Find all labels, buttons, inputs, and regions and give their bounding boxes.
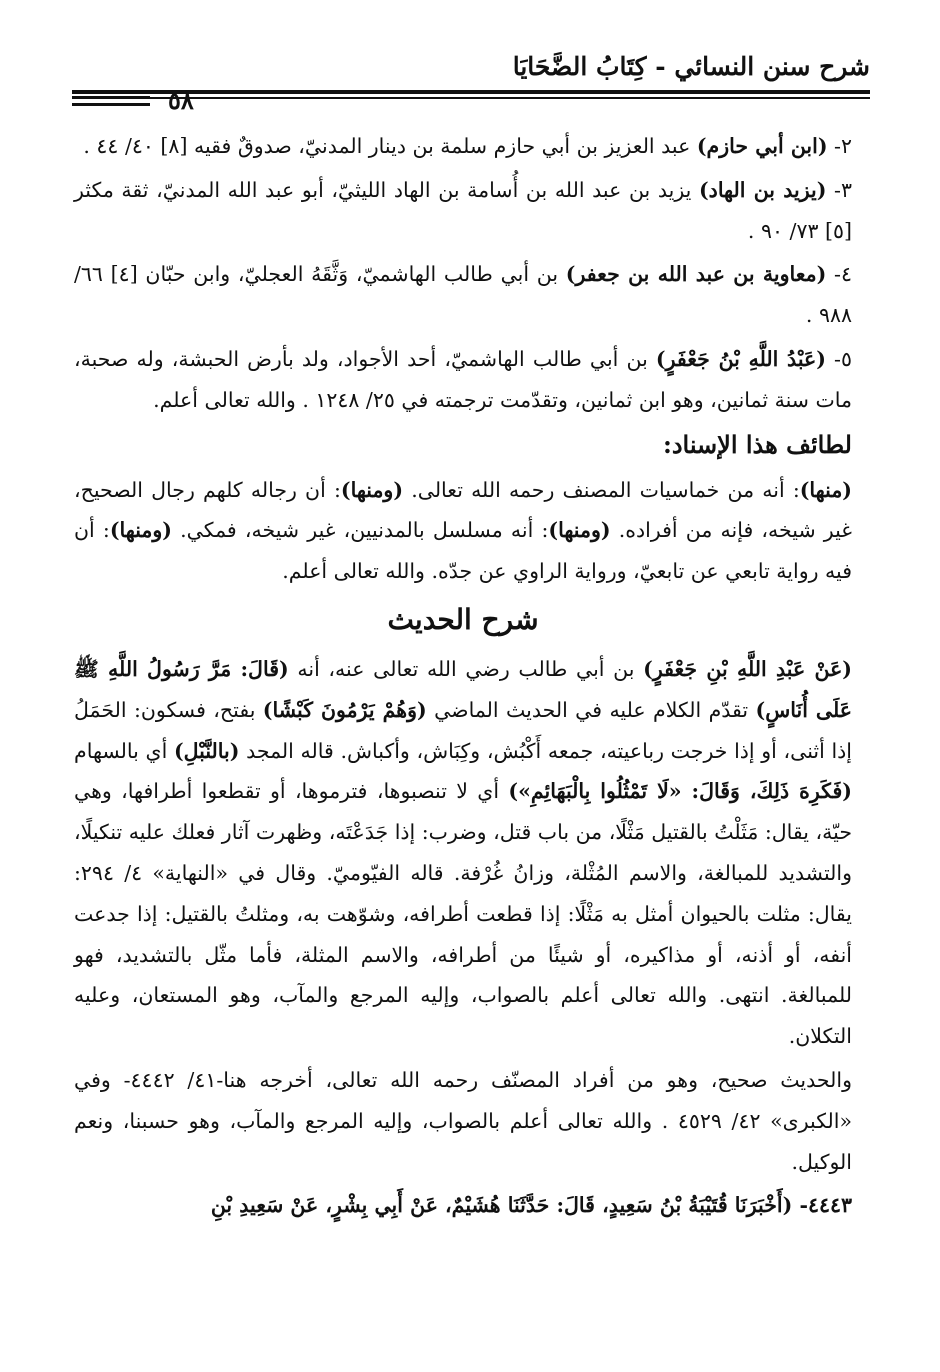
hadith-quote: (وَهُمْ يَرْمُونَ كَبْشًا) <box>262 697 427 722</box>
note-number: ٤- <box>826 262 852 287</box>
narrator-note <box>74 170 852 252</box>
takhrij-paragraph: والحديث صحيح، وهو من أفراد المصنّف رحمه الله تعالى، أخرجه هنا-٤١/ ٤٤٤٢- وفي «الكبرى» ٤٢/ ٤٥٢٩ . والله تعالى أعلم بالصواب، وإليه المرجع والمآب، وهو حسبنا، ونعم الوكيل. <box>74 1067 852 1174</box>
sharh-paragraph: (عَنْ عَبْدِ اللَّهِ بْنِ جَعْفَرٍ) بن أبي طالب رضي الله تعالى عنه، أنه (قَالَ: مَرَّ رَسُولُ اللَّهِ ﷺ عَلَى أُنَاسٍ) تقدّم الكلام عليه في الحديث الماضي (وَهُمْ يَرْمُونَ كَبْشًا) بفتح، فسكون: الحَمَلُ إذا أثنى، أو إذا خرجت رباعيته، جمعه أَكْبُش، وكِبَاش، وأكباش. قاله المجد (بالنَّبْلِ) أي بالسهام (فَكَرِهَ ذَلِكَ، وَقَالَ: «لَا تَمْثُلُوا بِالْبَهَائِمِ») أي لا تنصبوها، فترموها، أو تقطعوا أطرافها، وهي حيّة، يقال: مَثَلْتُ بالقتيل مَثْلًا، من باب قتل، وضرب: إذا جَدَعْتَه، وظهرت آثار فعلك عليه تنكيلًا، والتشديد للمبالغة، والاسم المُثْلة، وزانُ غُرْفة. قاله الفيّوميّ. وقال في «النهاية» ٤/ ٢٩٤: يقال: مثلت بالحيوان أمثل به مَثْلًا: إذا قطعت أطرافه، وشوّهت به، ومثلتُ بالقتيل: إذا جدعت أنفه، أو أذنه، أو مذاكيره، أو شيئًا من أطرافه، والاسم المثلة، فأما مثّل بالتشديد، فهو للمبالغة. انتهى. والله تعالى أعلم بالصواب، وإليه المرجع والمآب، وهو المستعان، وعليه التكلان. <box>74 656 853 1049</box>
note-text: بن أبي طالب الهاشميّ، أحد الأجواد، ولد بأرض الحبشة، وله صحبة، مات سنة ثمانين، وهو ابن ثمانين، وتقدّمت ترجمته في ٢٥/ ١٢٤٨ . والله تعالى أعلم. <box>74 346 852 412</box>
hadith-quote: (عَنْ عَبْدِ اللَّهِ بْنِ جَعْفَرٍ) <box>643 656 852 681</box>
narrator-name: (ابن أبي حازم) <box>696 134 828 158</box>
bold-term: (منها) <box>799 477 852 502</box>
note-number: ٢- <box>827 134 852 158</box>
page-body <box>74 126 852 1229</box>
narrator-name: (عَبْدُ اللَّهِ بْنُ جَعْفَرٍ) <box>655 346 826 371</box>
section-heading-lataif: لطائف هذا الإسناد: <box>662 429 852 459</box>
page-number-row <box>72 88 272 118</box>
bold-term: (ومنها) <box>548 518 611 543</box>
narrator-name: (يزيد بن الهاد) <box>698 177 827 202</box>
narrator-name: (معاوية بن عبد الله بن جعفر) <box>565 262 827 287</box>
note-number: ٣- <box>826 177 852 202</box>
narrator-note <box>74 254 852 336</box>
narrator-note <box>74 339 852 421</box>
note-text: عبد العزيز بن أبي حازم سلمة بن دينار المدنيّ، صدوقٌ فقيه [٨] ٤٠/ ٤٤ . <box>83 134 697 158</box>
note-number: ٥- <box>825 346 852 371</box>
page-number: ٥٨ <box>168 86 194 115</box>
hadith-quote: (قَالَ: مَرَّ رَسُولُ اللَّهِ ﷺ عَلَى أُنَاسٍ) <box>74 656 853 722</box>
note-text: يزيد بن عبد الله بن أُسامة بن الهاد الليثيّ، أبو عبد الله المدنيّ، ثقة مكثر [٥] ٧٣/ ٩٠ . <box>74 177 852 243</box>
note-text: بن أبي طالب الهاشميّ، وَثَّقَهُ العجليّ، وابن حبّان [٤] ٦٦/ ٩٨٨ . <box>74 262 852 328</box>
next-hadith-start: ٤٤٤٣- (أَخْبَرَنَا قُتَيْبَةُ بْنُ سَعِيدٍ، قَالَ: حَدَّثَنَا هُشَيْمٌ، عَنْ أَبِي بِشْرٍ، عَنْ سَعِيدِ بْنِ <box>210 1193 852 1218</box>
page-number-ornament <box>72 96 150 110</box>
narrator-note <box>74 126 852 167</box>
running-title: شرح سنن النسائي - كِتَابُ الضَّحَايَا <box>512 52 870 81</box>
lataif-paragraph: (منها): أنه من خماسيات المصنف رحمه الله تعالى. (ومنها): أن رجاله كلهم رجال الصحيح، غير شيخه، فإنه من أفراده. (ومنها): أنه مسلسل بالمدنيين، غير شيخه، فمكي. (ومنها): أن فيه رواية تابعي عن تابعيّ، ورواية الراوي عن جدّه. والله تعالى أعلم. <box>74 477 852 584</box>
hadith-quote: (بالنَّبْلِ) <box>173 738 240 763</box>
section-heading-sharh: شرح الحديث <box>387 602 539 636</box>
bold-term: (ومنها) <box>340 477 404 502</box>
bold-term: (ومنها) <box>109 518 172 543</box>
hadith-quote: (فَكَرِهَ ذَلِكَ، وَقَالَ: «لَا تَمْثُلُوا بِالْبَهَائِمِ») <box>508 779 852 804</box>
